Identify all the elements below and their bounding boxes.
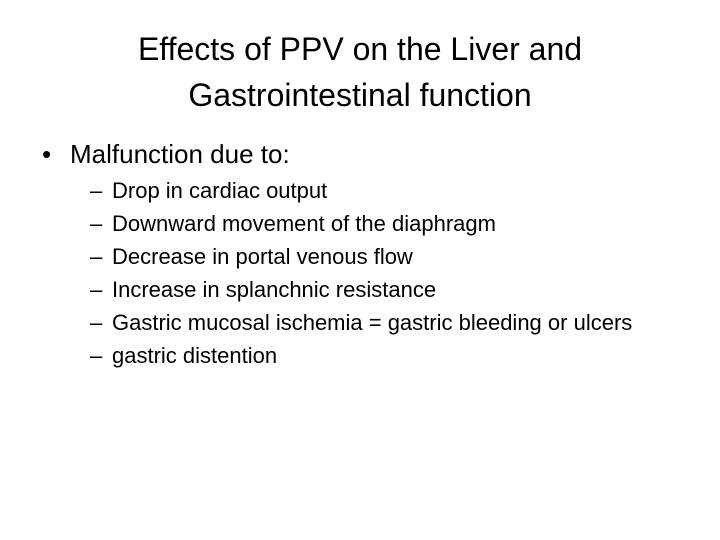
slide-title	[40, 26, 680, 118]
sub-bullet-text: Downward movement of the diaphragm	[112, 211, 496, 236]
dash-marker: –	[90, 244, 103, 269]
main-bullet-text: Malfunction due to:	[70, 139, 290, 169]
sub-bullet-item	[90, 308, 680, 338]
sub-bullet-text: Gastric mucosal ischemia = gastric bleeding or ulcers	[112, 310, 633, 335]
title-line-2: Gastrointestinal function	[188, 77, 532, 113]
sub-bullet-text: Decrease in portal venous flow	[112, 244, 413, 269]
title-line-1: Effects of PPV on the Liver and	[137, 31, 583, 67]
main-bullet	[42, 134, 290, 174]
bullet-marker: •	[42, 139, 52, 169]
dash-marker: –	[90, 277, 103, 302]
sub-bullet-item	[90, 176, 680, 206]
dash-marker: –	[90, 310, 103, 335]
sub-bullet-item	[90, 341, 680, 371]
sub-bullet-item	[90, 209, 680, 239]
sub-bullet-text: Drop in cardiac output	[112, 178, 328, 203]
sub-bullet-text: Increase in splanchnic resistance	[112, 277, 437, 302]
dash-marker: –	[90, 178, 103, 203]
sub-bullet-text: gastric distention	[112, 343, 278, 368]
dash-marker: –	[90, 343, 103, 368]
dash-marker: –	[90, 211, 103, 236]
sub-bullet-item	[90, 242, 680, 272]
sub-bullet-item	[90, 275, 680, 305]
sub-bullet-list	[90, 176, 680, 374]
